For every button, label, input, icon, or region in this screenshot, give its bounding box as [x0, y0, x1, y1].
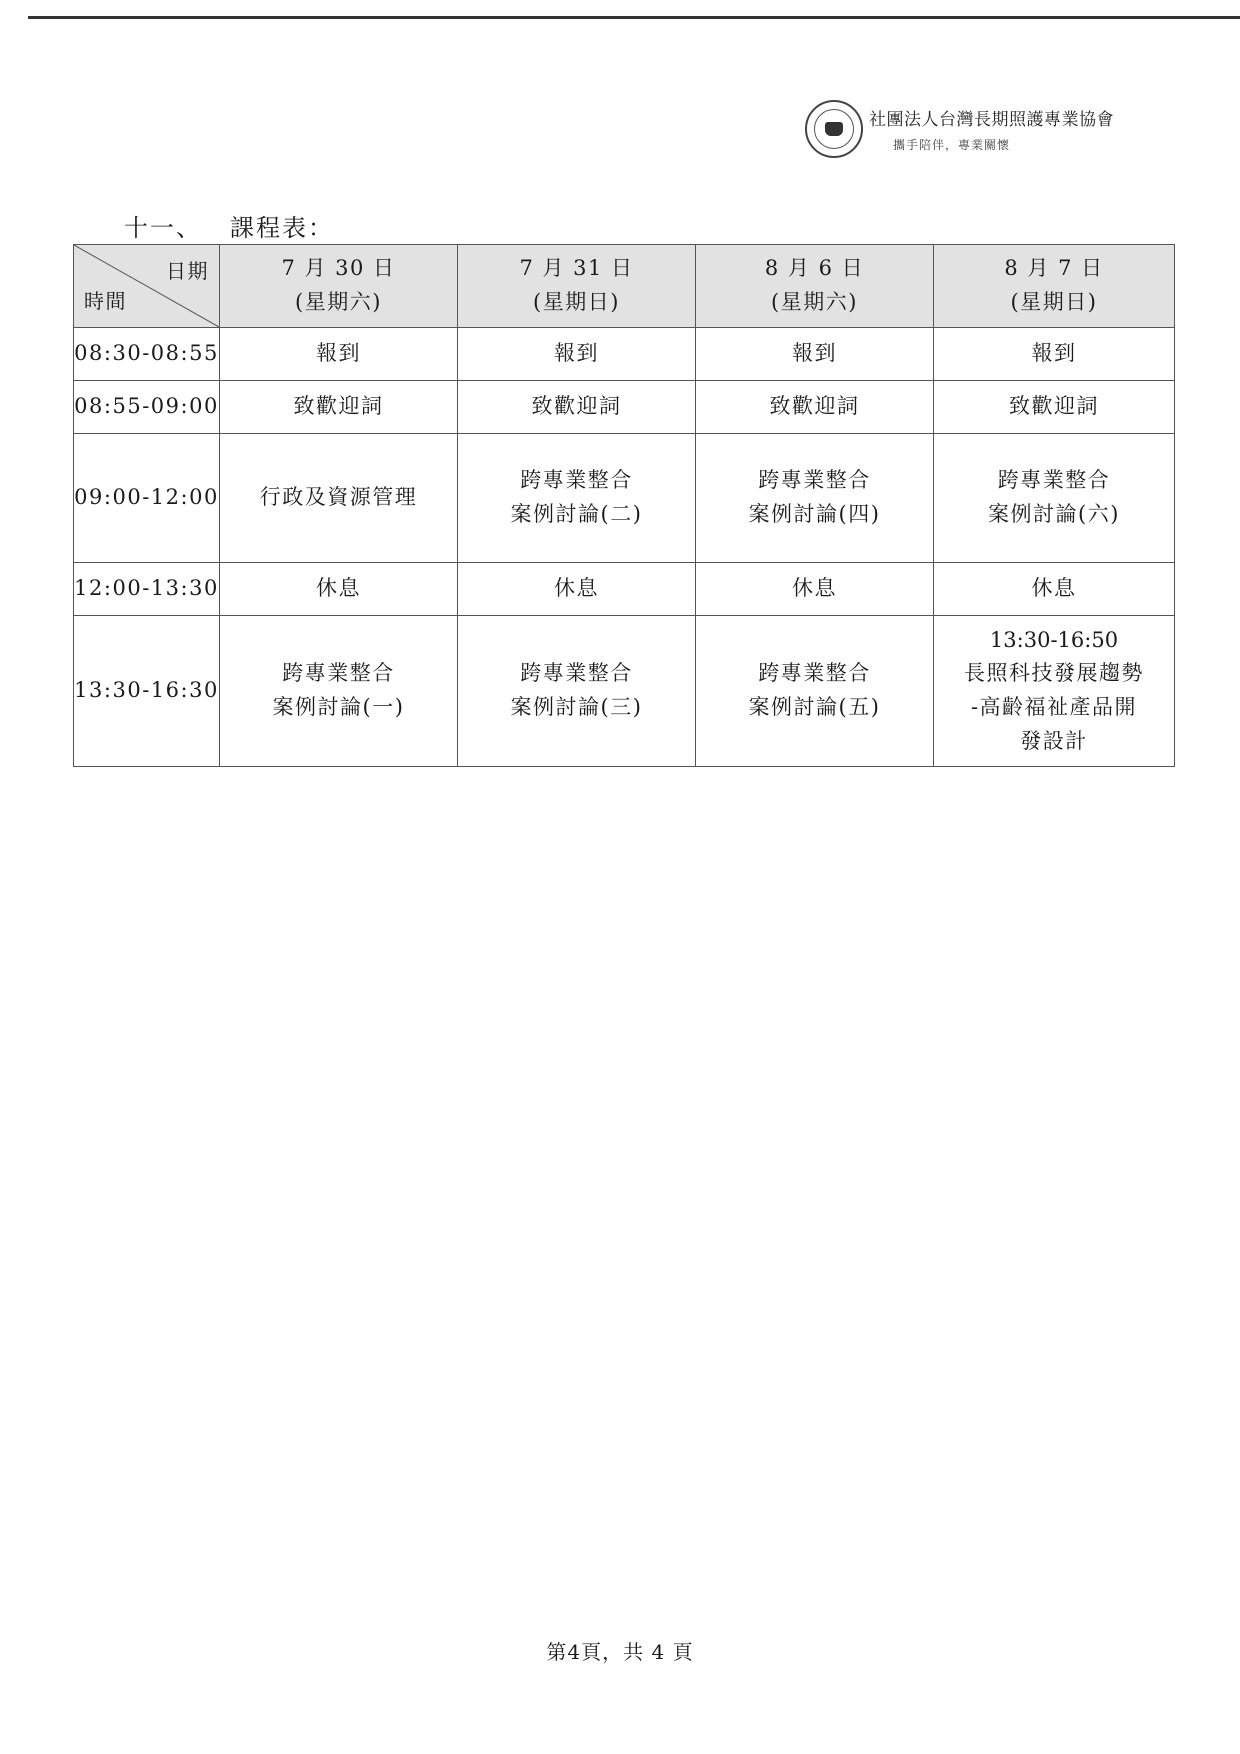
session-line: 報到 [1031, 341, 1077, 366]
time-slot-cell: 08:30-08:55 [74, 328, 220, 381]
association-seal-icon [805, 100, 863, 158]
session-cell [934, 434, 1175, 563]
session-line: -高齡福祉產品開 [970, 695, 1138, 719]
session-line: 跨專業整合 [758, 661, 871, 686]
org-text-block [869, 105, 1114, 153]
session-line: 行政及資源管理 [259, 485, 418, 510]
day-date: 8 月 7 日 [1004, 256, 1104, 281]
corner-header-cell [74, 245, 220, 328]
session-line: 案例討論(四) [748, 502, 881, 526]
table-row [74, 616, 1175, 767]
table-row [74, 563, 1175, 616]
org-motto: 攜手陪伴，專業關懷 [893, 138, 1011, 152]
session-line: 跨專業整合 [997, 468, 1111, 493]
session-line: 休息 [792, 576, 837, 601]
session-line: 致歡迎詞 [531, 394, 622, 419]
day-weekday: (星期六) [295, 290, 382, 314]
session-cell [934, 328, 1175, 381]
corner-date-label: 日期 [166, 259, 209, 283]
day-header-1 [220, 245, 458, 328]
time-slot-cell: 13:30-16:30 [74, 616, 220, 767]
session-cell [696, 328, 934, 381]
session-cell [696, 381, 934, 434]
session-cell [220, 616, 458, 767]
session-line: 跨專業整合 [758, 468, 871, 493]
day-header-2 [458, 245, 696, 328]
section-number: 十一、 [124, 214, 202, 242]
session-cell [220, 381, 458, 434]
day-header-4 [934, 245, 1175, 328]
time-slot-cell: 08:55-09:00 [74, 381, 220, 434]
session-cell [458, 616, 696, 767]
table-row [74, 381, 1175, 434]
table-row [74, 328, 1175, 381]
session-cell [220, 328, 458, 381]
session-line: 案例討論(二) [510, 502, 643, 526]
session-line: 報到 [316, 341, 361, 366]
session-cell [458, 381, 696, 434]
top-rule [28, 16, 1240, 19]
day-weekday: (星期六) [771, 290, 858, 314]
day-date: 7 月 30 日 [281, 256, 396, 281]
session-cell [934, 616, 1175, 767]
session-line: 跨專業整合 [520, 468, 633, 493]
org-name: 社團法人台灣長期照護專業協會 [869, 110, 1114, 130]
corner-time-label: 時間 [84, 289, 127, 313]
day-weekday: (星期日) [1010, 290, 1098, 314]
day-date: 7 月 31 日 [519, 256, 634, 281]
session-cell [220, 434, 458, 563]
day-header-3 [696, 245, 934, 328]
table-row [74, 434, 1175, 563]
session-cell [458, 328, 696, 381]
session-line: 致歡迎詞 [1009, 394, 1099, 419]
time-slot-cell: 12:00-13:30 [74, 563, 220, 616]
session-line: 發設計 [1020, 728, 1088, 753]
session-line: 案例討論(五) [748, 695, 881, 719]
session-cell [934, 563, 1175, 616]
day-weekday: (星期日) [533, 290, 620, 314]
session-line: 休息 [316, 576, 361, 601]
session-line: 致歡迎詞 [293, 394, 384, 419]
session-cell [696, 616, 934, 767]
session-cell [458, 563, 696, 616]
session-line: 報到 [792, 341, 837, 366]
time-slot-cell: 09:00-12:00 [74, 434, 220, 563]
section-heading [124, 208, 334, 243]
session-line: 報到 [554, 341, 599, 366]
table-header-row [74, 245, 1175, 328]
session-line: 致歡迎詞 [769, 394, 860, 419]
section-title: 課程表： [230, 214, 334, 242]
session-line: 案例討論(三) [510, 695, 643, 719]
session-cell [458, 434, 696, 563]
course-schedule-table [73, 244, 1175, 767]
session-line: 長照科技發展趨勢 [964, 661, 1144, 686]
session-cell [696, 563, 934, 616]
session-cell [696, 434, 934, 563]
session-cell [220, 563, 458, 616]
page-number-footer: 第4頁，共 4 頁 [546, 1640, 694, 1664]
org-header [805, 100, 1114, 158]
session-line: 案例討論(六) [988, 502, 1120, 526]
session-line: 休息 [554, 576, 599, 601]
session-line: 休息 [1031, 576, 1077, 601]
day-date: 8 月 6 日 [764, 256, 865, 281]
session-line: 跨專業整合 [282, 661, 395, 686]
session-line: 案例討論(一) [272, 695, 405, 719]
session-line: 跨專業整合 [520, 661, 633, 686]
session-time-note: 13:30-16:50 [989, 627, 1119, 652]
session-cell [934, 381, 1175, 434]
